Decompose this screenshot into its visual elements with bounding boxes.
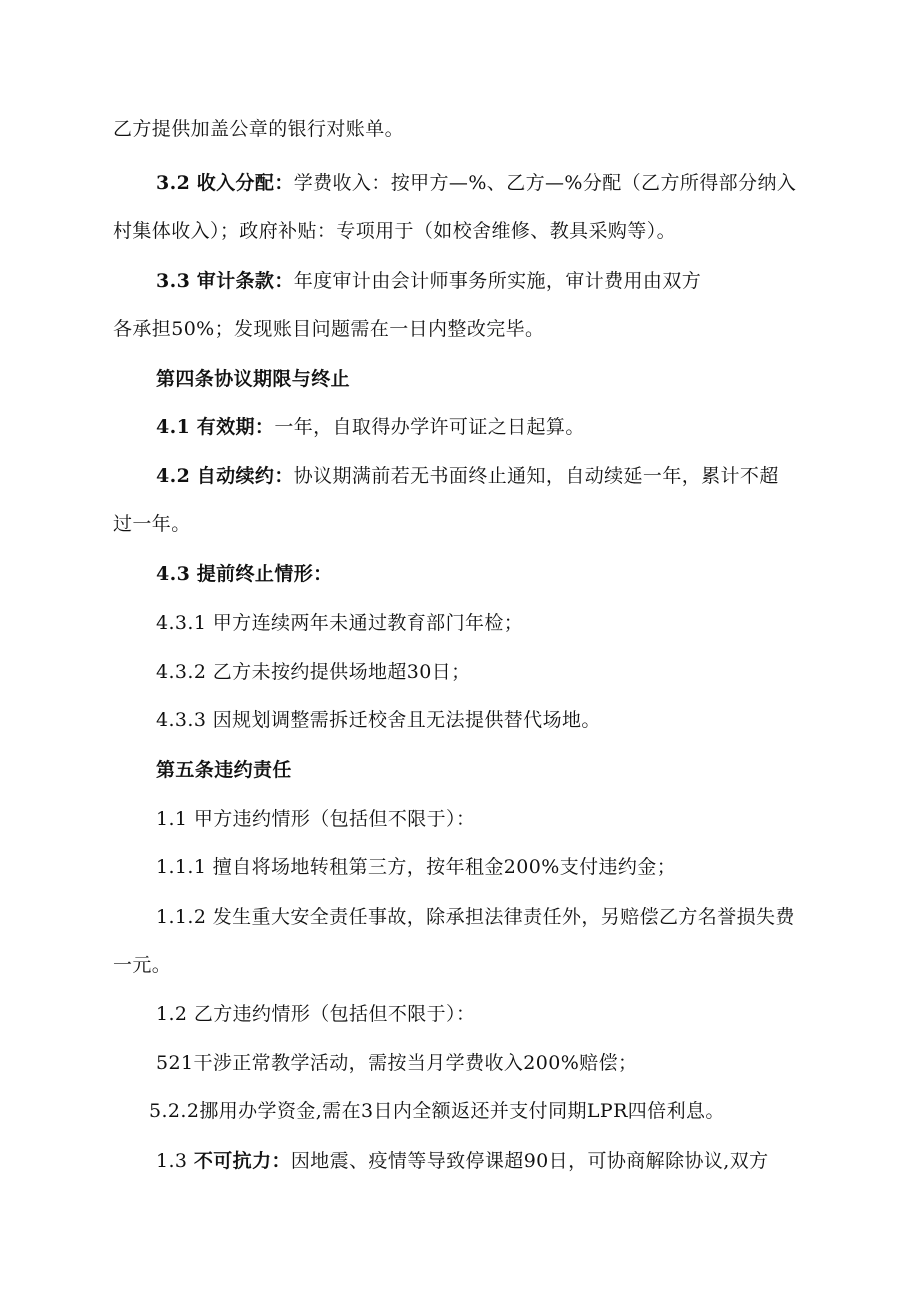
clause-3-2-line-2: [113, 218, 676, 244]
text: 一元。: [113, 954, 172, 976]
clause-1-3: [156, 1148, 769, 1174]
clause-5-2-2: [149, 1098, 725, 1124]
clause-text: 一年，自取得办学许可证之日起算。: [274, 416, 585, 438]
clause-number: 4.2: [156, 465, 191, 487]
heading-text: 第四条协议期限与终止: [156, 368, 351, 390]
clause-4-3-3: [156, 707, 601, 733]
clause-number: 3.3: [156, 270, 191, 292]
clause-heading: 提前终止情形：: [196, 563, 333, 585]
text: 过一年。: [113, 513, 191, 535]
heading-text: 第五条违约责任: [156, 759, 292, 781]
clause-number: 4.3: [156, 563, 191, 585]
clause-heading: 审计条款：: [196, 270, 294, 292]
clause-4-3-2: [156, 659, 471, 685]
clause-text: 因地震、疫情等导致停课超90日，可协商解除协议,双方: [290, 1150, 769, 1172]
clause-text: 学费收入：按甲方—%、乙方—%分配（乙方所得部分纳入: [293, 172, 797, 194]
clause-4-3: [156, 561, 333, 587]
clause-1-2: [156, 1001, 475, 1027]
text: 各承担50%；发现账目问题需在一日内整改完毕。: [113, 318, 545, 340]
clause-4-2-line-1: [156, 463, 779, 489]
clause-3-3-line-1: [156, 268, 701, 294]
clause-4-2-line-2: [113, 511, 191, 537]
clause-1-1-2-line-1: [156, 904, 795, 930]
clause-5-2-1: [156, 1050, 637, 1076]
clause-4-1: [156, 414, 585, 440]
text: 4.3.3 因规划调整需拆迁校舍且无法提供替代场地。: [156, 709, 601, 731]
text: 1.2 乙方违约情形（包括但不限于）：: [156, 1003, 476, 1025]
text: 4.3.1 甲方连续两年未通过教育部门年检；: [156, 612, 524, 634]
clause-heading: 收入分配：: [196, 172, 294, 194]
clause-text: 协议期满前若无书面终止通知，自动续延一年，累计不超: [293, 465, 779, 487]
clause-heading: 不可抗力：: [193, 1150, 291, 1172]
paragraph-line-1: [113, 116, 404, 142]
clause-1-1-1: [156, 854, 676, 880]
clause-heading: 有效期：: [196, 416, 275, 438]
section-heading-4: [156, 366, 350, 392]
clause-number: 4.1: [156, 416, 191, 438]
text: 521干涉正常教学活动，需按当月学费收入200%赔偿；: [156, 1052, 638, 1074]
clause-text: 年度审计由会计师事务所实施，审计费用由双方: [293, 270, 702, 292]
clause-heading: 自动续约：: [196, 465, 294, 487]
clause-1-1: [156, 806, 475, 832]
clause-number: 3.2: [156, 172, 191, 194]
clause-number: 1.3: [156, 1150, 188, 1172]
text: 1.1.1 擅自将场地转租第三方，按年租金200%支付违约金；: [156, 856, 677, 878]
clause-1-1-2-line-2: [113, 952, 171, 978]
text: 村集体收入）；政府补贴：专项用于（如校舍维修、教具采购等）。: [113, 220, 677, 242]
clause-3-3-line-2: [113, 316, 544, 342]
clause-4-3-1: [156, 610, 523, 636]
text: 4.3.2 乙方未按约提供场地超30日；: [156, 661, 471, 683]
text: 5.2.2挪用办学资金,需在3日内全额返还并支付同期LPR四倍利息。: [149, 1100, 725, 1122]
section-heading-5: [156, 757, 292, 783]
clause-3-2-line-1: [156, 170, 796, 196]
text: 乙方提供加盖公章的银行对账单。: [113, 118, 405, 140]
text: 1.1.2 发生重大安全责任事故，除承担法律责任外，另赔偿乙方名誉损失费: [156, 906, 795, 928]
text: 1.1 甲方违约情形（包括但不限于）：: [156, 808, 476, 830]
